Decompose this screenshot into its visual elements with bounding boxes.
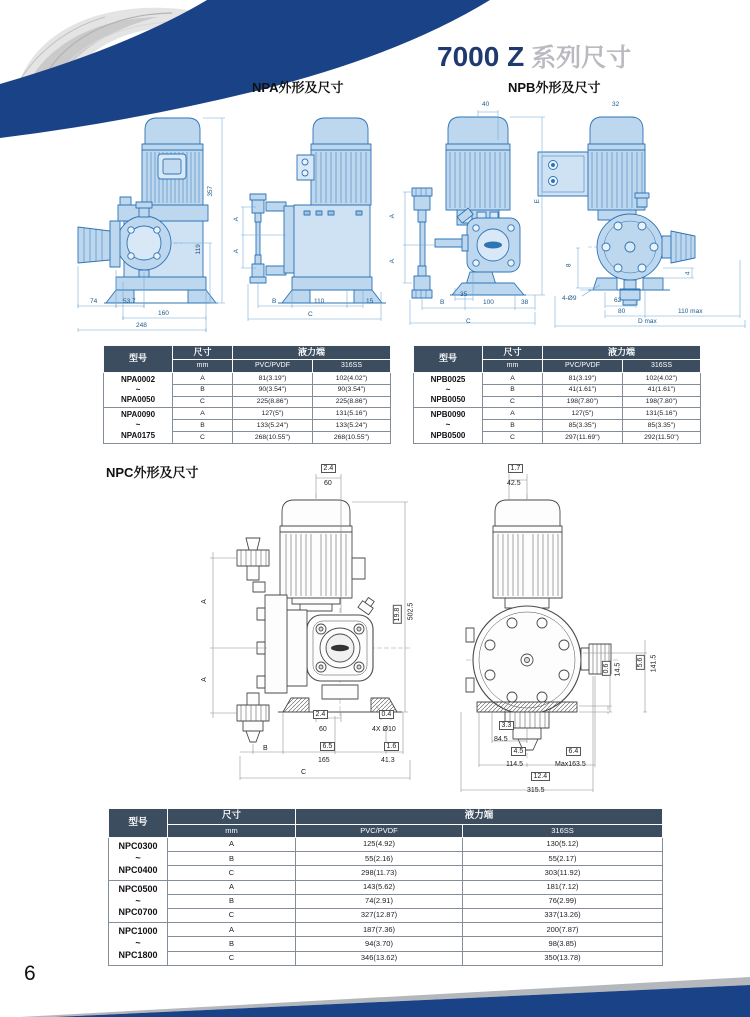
cell: 181(7.12) bbox=[463, 880, 663, 894]
table-row bbox=[109, 908, 663, 922]
cell: 346(13.62) bbox=[296, 951, 463, 965]
cell: B bbox=[483, 420, 543, 432]
npb-table-group-2 bbox=[414, 408, 701, 443]
table-row bbox=[109, 894, 663, 908]
cell: 133(5.24") bbox=[233, 420, 313, 432]
npa-table-group-2 bbox=[104, 408, 391, 443]
dim-label: 80 bbox=[618, 308, 626, 315]
model-cell: NPC1000 ~ NPC1800 bbox=[109, 923, 168, 966]
dim-label: B bbox=[440, 299, 445, 306]
dim-label: 4.5 bbox=[511, 747, 526, 756]
cell: B bbox=[168, 852, 296, 866]
cell: 187(7.36) bbox=[296, 923, 463, 937]
dim-label: 15 bbox=[366, 298, 374, 305]
dim-label: 5.6 bbox=[636, 655, 645, 670]
cell: C bbox=[173, 396, 233, 408]
dim-label: 110 bbox=[314, 298, 325, 305]
npc-table-group-1 bbox=[109, 838, 663, 881]
cell: C bbox=[483, 431, 543, 443]
dim-label: 32 bbox=[612, 101, 620, 108]
dim-label: 53.7 bbox=[123, 298, 136, 305]
table-row bbox=[109, 838, 663, 852]
npa-side-view-drawing bbox=[250, 118, 386, 303]
cell: 337(13.26) bbox=[463, 908, 663, 922]
cell: 298(11.73) bbox=[296, 866, 463, 880]
cell: 131(5.16") bbox=[623, 408, 701, 420]
cell: 98(3.85) bbox=[463, 937, 663, 951]
cell: B bbox=[168, 894, 296, 908]
dim-label: A bbox=[200, 599, 208, 604]
dim-label: 119 bbox=[194, 244, 202, 255]
cell: 268(10.55") bbox=[313, 431, 391, 443]
cell: 130(5.12) bbox=[463, 838, 663, 852]
cell: 90(3.54") bbox=[313, 384, 391, 396]
dim-label: D max bbox=[638, 318, 657, 325]
dim-label: 8 bbox=[565, 263, 573, 268]
npb-drawing bbox=[390, 100, 750, 340]
dim-label: 19.8 bbox=[393, 605, 402, 624]
col-header-model: 型号 bbox=[414, 346, 483, 373]
npc-table-group-2 bbox=[109, 880, 663, 923]
npc-front-view-drawing bbox=[237, 494, 415, 742]
cell: 76(2.99) bbox=[463, 894, 663, 908]
cell: C bbox=[483, 396, 543, 408]
col-header-dim: 尺寸 bbox=[483, 346, 543, 360]
cell: 102(4.02") bbox=[313, 373, 391, 385]
cell: B bbox=[173, 420, 233, 432]
cell: 268(10.55") bbox=[233, 431, 313, 443]
cell: 292(11.50") bbox=[623, 431, 701, 443]
dim-label: 4 bbox=[684, 271, 692, 276]
col-header-pvc: PVC/PVDF bbox=[296, 825, 463, 838]
cell: 90(3.54") bbox=[233, 384, 313, 396]
dim-label: 1.7 bbox=[508, 464, 523, 473]
dim-label: 357 bbox=[207, 185, 215, 197]
cell: A bbox=[173, 373, 233, 385]
section-heading-npc: NPC外形及尺寸 bbox=[106, 465, 199, 480]
dim-label: 41.3 bbox=[381, 757, 395, 764]
npa-drawing-art bbox=[60, 100, 395, 340]
dim-label: C bbox=[466, 318, 471, 325]
section-heading-npa: NPA外形及尺寸 bbox=[252, 80, 344, 95]
cell: 350(13.78) bbox=[463, 951, 663, 965]
table-row bbox=[109, 866, 663, 880]
dim-label: 60 bbox=[319, 726, 327, 733]
table-row bbox=[109, 923, 663, 937]
col-header-pvc: PVC/PVDF bbox=[233, 360, 313, 373]
npc-side-view-drawing bbox=[466, 494, 620, 760]
dim-label: 35 bbox=[460, 291, 468, 298]
dim-label: 6.5 bbox=[320, 742, 335, 751]
cell: 81(3.19") bbox=[233, 373, 313, 385]
col-header-model: 型号 bbox=[104, 346, 173, 373]
table-row bbox=[109, 852, 663, 866]
table-row bbox=[414, 408, 701, 420]
dim-label: 0.6 bbox=[602, 661, 611, 676]
model-cell: NPA0002 ~ NPA0050 bbox=[104, 373, 173, 408]
dim-label: 4X Ø10 bbox=[372, 726, 396, 733]
dim-label: 1.6 bbox=[384, 742, 399, 751]
cell: A bbox=[483, 373, 543, 385]
col-header-dim: 尺寸 bbox=[173, 346, 233, 360]
dim-label: A bbox=[232, 249, 240, 254]
npa-front-view-drawing bbox=[78, 118, 218, 303]
col-header-ss: 316SS bbox=[623, 360, 701, 373]
cell: 198(7.80") bbox=[623, 396, 701, 408]
cell: 225(8.86") bbox=[233, 396, 313, 408]
cell: 143(5.62) bbox=[296, 880, 463, 894]
dim-label: C bbox=[308, 311, 313, 318]
cell: 94(3.70) bbox=[296, 937, 463, 951]
cell: 127(5") bbox=[543, 408, 623, 420]
dim-label: 2.4 bbox=[321, 464, 336, 473]
cell: C bbox=[173, 431, 233, 443]
npa-dimensions-table bbox=[103, 345, 391, 444]
dim-label: 84.5 bbox=[494, 736, 508, 743]
col-header-dim: 尺寸 bbox=[168, 809, 296, 825]
npb-side-view-drawing bbox=[538, 117, 695, 305]
dim-label: 248 bbox=[136, 322, 147, 329]
cell: 200(7.87) bbox=[463, 923, 663, 937]
table-row bbox=[109, 951, 663, 965]
model-cell: NPB0090 ~ NPB0500 bbox=[414, 408, 483, 443]
dim-label: 4-Ø9 bbox=[562, 295, 577, 302]
table-row bbox=[109, 880, 663, 894]
cell: 303(11.92) bbox=[463, 866, 663, 880]
model-cell: NPB0025 ~ NPB0050 bbox=[414, 373, 483, 408]
page-title bbox=[437, 38, 631, 74]
dim-label: B bbox=[263, 745, 268, 752]
dim-label: 165 bbox=[318, 757, 330, 764]
cell: B bbox=[173, 384, 233, 396]
cell: 102(4.02") bbox=[623, 373, 701, 385]
dim-label: 12.4 bbox=[531, 772, 550, 781]
cell: 125(4.92) bbox=[296, 838, 463, 852]
col-header-mm: mm bbox=[483, 360, 543, 373]
dim-label: A bbox=[232, 217, 240, 222]
footer-decoration bbox=[0, 960, 750, 1017]
col-header-hydraulic-end: 液力端 bbox=[543, 346, 701, 360]
dim-label: 60 bbox=[324, 480, 332, 487]
col-header-ss: 316SS bbox=[463, 825, 663, 838]
dim-label: Max163.5 bbox=[555, 761, 586, 768]
dim-label: 40 bbox=[482, 101, 490, 108]
dim-label: 6.4 bbox=[566, 747, 581, 756]
model-cell: NPC0300 ~ NPC0400 bbox=[109, 838, 168, 881]
cell: C bbox=[168, 866, 296, 880]
npc-dimensions-table bbox=[108, 808, 663, 966]
cell: 131(5.16") bbox=[313, 408, 391, 420]
npb-table-group-1 bbox=[414, 373, 701, 408]
section-heading-npb: NPB外形及尺寸 bbox=[508, 80, 601, 95]
table-row bbox=[109, 937, 663, 951]
dim-label: 3.3 bbox=[499, 721, 514, 730]
page-number: 6 bbox=[24, 962, 36, 985]
dim-label: C bbox=[301, 769, 307, 776]
dim-label: 62 bbox=[614, 297, 622, 304]
dim-label: 74 bbox=[90, 298, 98, 305]
dim-label: A bbox=[388, 214, 396, 219]
dim-label: 0.4 bbox=[379, 710, 394, 719]
table-row bbox=[104, 373, 391, 385]
npb-dimensions-table bbox=[413, 345, 701, 444]
cell: 55(2.17) bbox=[463, 852, 663, 866]
dim-label: 114.5 bbox=[506, 761, 523, 768]
dim-label: 315.5 bbox=[527, 787, 545, 794]
cell: 81(3.19") bbox=[543, 373, 623, 385]
cell: 85(3.35") bbox=[543, 420, 623, 432]
cell: 225(8.86") bbox=[313, 396, 391, 408]
col-header-model: 型号 bbox=[109, 809, 168, 838]
col-header-hydraulic-end: 液力端 bbox=[233, 346, 391, 360]
cell: 327(12.87) bbox=[296, 908, 463, 922]
col-header-mm: mm bbox=[168, 825, 296, 838]
dim-label: A bbox=[200, 677, 208, 682]
cell: B bbox=[168, 937, 296, 951]
table-row bbox=[104, 408, 391, 420]
col-header-pvc: PVC/PVDF bbox=[543, 360, 623, 373]
page-title-suffix: 系列尺寸 bbox=[531, 44, 632, 72]
cell: 41(1.61") bbox=[623, 384, 701, 396]
model-cell: NPA0090 ~ NPA0175 bbox=[104, 408, 173, 443]
dim-label: 502.5 bbox=[407, 602, 415, 621]
npb-front-view-drawing bbox=[412, 117, 526, 298]
npa-table-group-1 bbox=[104, 373, 391, 408]
page-title-series: 7000 Z bbox=[437, 41, 525, 72]
cell: B bbox=[483, 384, 543, 396]
cell: A bbox=[168, 923, 296, 937]
cell: C bbox=[168, 908, 296, 922]
cell: 133(5.24") bbox=[313, 420, 391, 432]
dim-label: 100 bbox=[483, 299, 494, 306]
npc-table-group-3 bbox=[109, 923, 663, 966]
cell: A bbox=[168, 838, 296, 852]
dim-label: 110 max bbox=[678, 308, 703, 315]
cell: 127(5") bbox=[233, 408, 313, 420]
cell: 41(1.61") bbox=[543, 384, 623, 396]
cell: 297(11.69") bbox=[543, 431, 623, 443]
cell: 85(3.35") bbox=[623, 420, 701, 432]
col-header-mm: mm bbox=[173, 360, 233, 373]
dim-label: 160 bbox=[158, 310, 169, 317]
dim-label: B bbox=[272, 298, 277, 305]
cell: A bbox=[483, 408, 543, 420]
cell: C bbox=[168, 951, 296, 965]
col-header-hydraulic-end: 液力端 bbox=[296, 809, 663, 825]
dim-label: 141.5 bbox=[650, 654, 658, 673]
dim-label: A bbox=[388, 259, 396, 264]
dim-label: 2.4 bbox=[313, 710, 328, 719]
dim-label: 38 bbox=[521, 299, 529, 306]
table-row bbox=[414, 373, 701, 385]
npa-drawing bbox=[60, 100, 395, 340]
model-cell: NPC0500 ~ NPC0700 bbox=[109, 880, 168, 923]
npc-drawing bbox=[100, 460, 700, 805]
dim-label: 14.5 bbox=[614, 662, 622, 677]
npc-drawing-art bbox=[100, 460, 700, 805]
cell: 74(2.91) bbox=[296, 894, 463, 908]
cell: 55(2.16) bbox=[296, 852, 463, 866]
dim-label: 42.5 bbox=[507, 480, 521, 487]
cell: 198(7.80") bbox=[543, 396, 623, 408]
dim-label: E bbox=[533, 199, 541, 204]
cell: A bbox=[168, 880, 296, 894]
col-header-ss: 316SS bbox=[313, 360, 391, 373]
cell: A bbox=[173, 408, 233, 420]
